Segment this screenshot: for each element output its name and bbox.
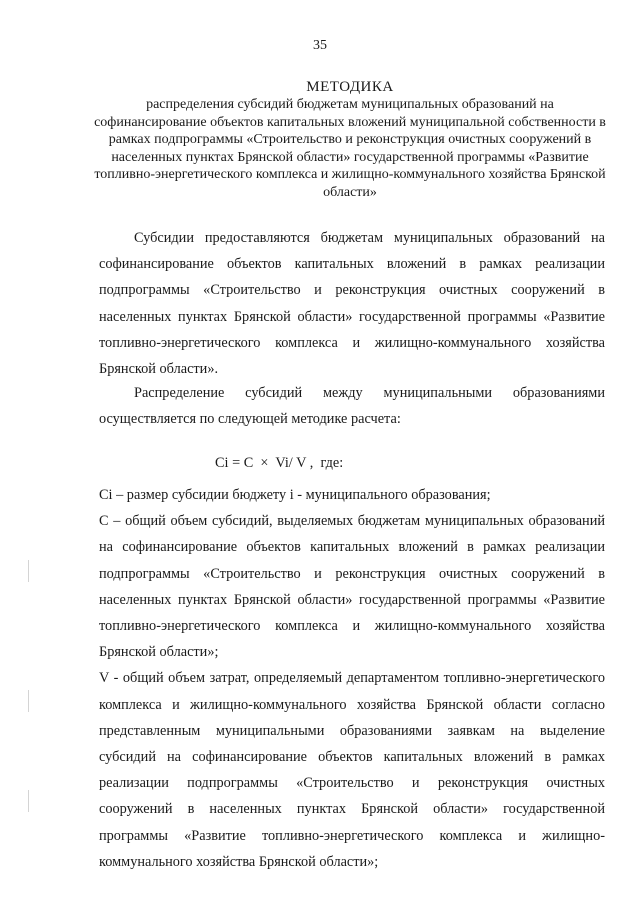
definition-v: V - общий объем затрат, определяемый департаментом топливно-энергетического комплекса и жилищно-коммунального хозяйства Брянской области согласно представленным муниципальными образованиями заявкам на выделение субсидий на софинансирование объектов капитальных вложений в рамках реализации подпрограммы «Строительство и реконструкция очистных сооружений в населенных пунктах Брянской области» государственной программы «Развитие топливно-энергетического комплекса и жилищно-коммунального хозяйства Брянской области»; — [99, 670, 605, 870]
scan-margin-mark — [28, 790, 29, 812]
paragraph-intro: Субсидии предоставляются бюджетам муниципальных образований на софинансирование объектов капитальных вложений в рамках реализации подпрограммы «Строительство и реконструкция очистных сооружений в населенных пунктах Брянской области» государственной программы «Развитие топливно-энергетического комплекса и жилищно-коммунального хозяйства Брянской области». — [99, 230, 605, 378]
scan-margin-mark — [28, 690, 29, 712]
formula: Ci = C × Vi/ V , где: — [215, 455, 344, 471]
paragraph-distribution: Распределение субсидий между муниципальными образованиями осуществляется по следующей методике расчета: — [99, 385, 605, 428]
definition-c: C – общий объем субсидий, выделяемых бюджетам муниципальных образований на софинансирование объектов капитальных вложений в рамках реализации подпрограммы «Строительство и реконструкция очистных сооружений в населенных пунктах Брянской области» государственной программы «Развитие топливно-энергетического комплекса и жилищно-коммунального хозяйства Брянской области»; — [99, 513, 605, 661]
document-title: МЕТОДИКА — [306, 79, 394, 95]
definitions-list — [99, 482, 605, 875]
definition-ci: Ci – размер субсидии бюджету i - муниципального образования; — [99, 487, 491, 503]
page-number: 35 — [313, 38, 327, 53]
scan-margin-mark — [28, 560, 29, 582]
document-title-block — [90, 78, 610, 201]
document-subtitle: распределения субсидий бюджетам муниципальных образований на софинансирование объектов капитальных вложений муниципальной собственности в рамках подпрограммы «Строительство и реконструкция очистных сооружений в населенных пунктах Брянской области» государственной программы «Развитие топливно-энергетического комплекса и жилищно-коммунального хозяйства Брянской области» — [94, 97, 606, 200]
